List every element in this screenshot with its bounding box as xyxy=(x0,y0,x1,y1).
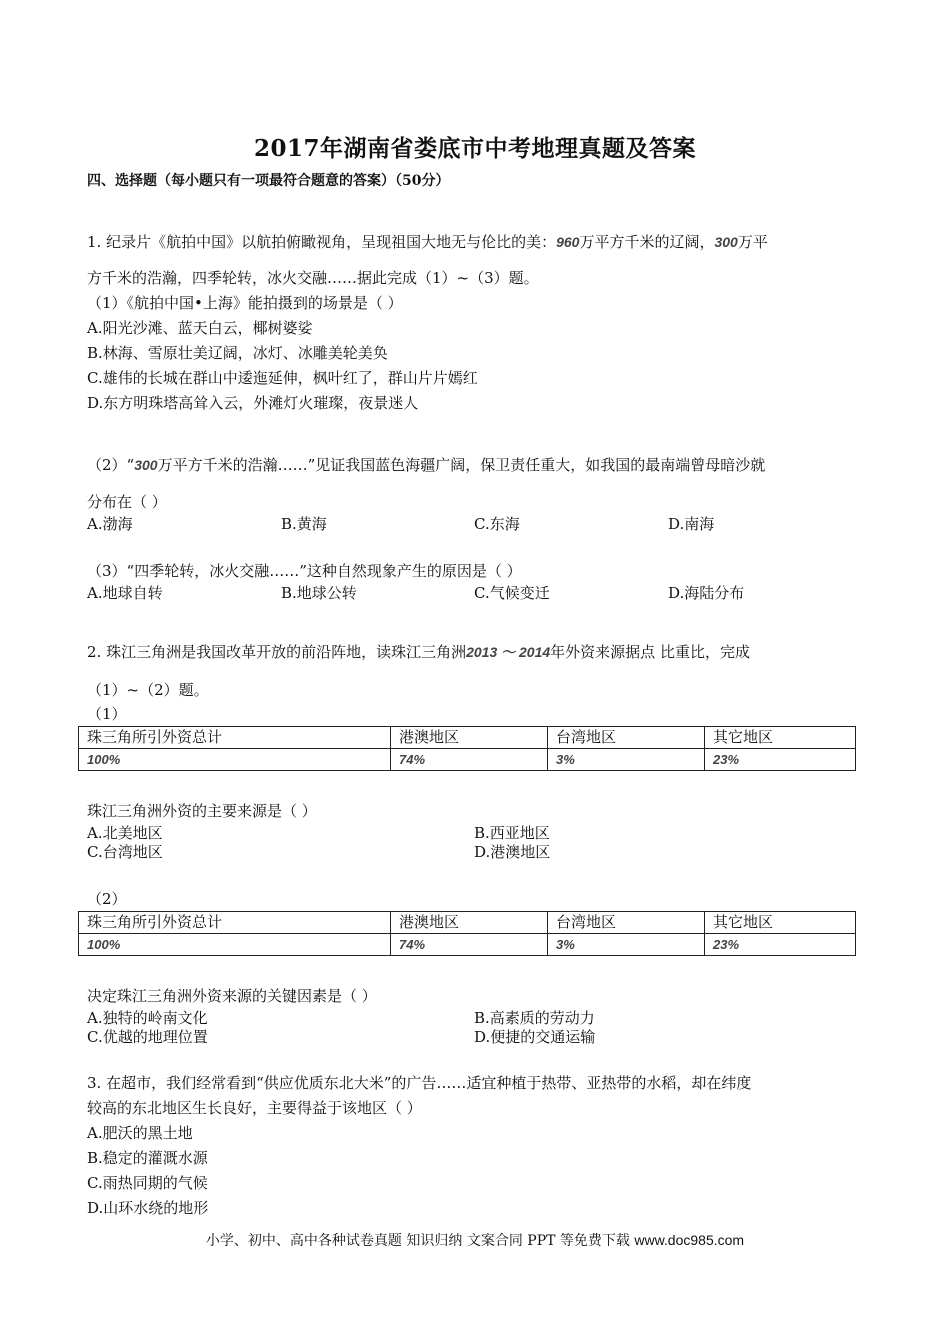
table-cell: 3% xyxy=(548,934,705,956)
table-row xyxy=(79,934,856,956)
table-header-cell: 其它地区 xyxy=(705,727,856,749)
q2-s2-option-c: C.优越的地理位置 xyxy=(87,1028,208,1046)
q1-s3-option-a: A.地球自转 xyxy=(87,584,163,602)
q1-s1-stem: （1）《航拍中国•上海》能拍摄到的场景是（ ） xyxy=(87,294,403,312)
table-cell: 23% xyxy=(705,749,856,771)
q2-years: 2013 ～ 2014 xyxy=(466,644,551,660)
q1-intro-line2: 方千米的浩瀚，四季轮转，冰火交融……据此完成（1）~（3）题。 xyxy=(87,269,539,287)
q1-s1-option-c: C.雄伟的长城在群山中逶迤延伸，枫叶红了，群山片片嫣红 xyxy=(87,369,478,387)
table-header-cell: 港澳地区 xyxy=(391,727,548,749)
q2-s2-stem: 决定珠江三角洲外资来源的关键因素是（ ） xyxy=(87,987,377,1005)
q1-s2-option-a: A.渤海 xyxy=(87,515,133,533)
q2-s1-option-c: C.台湾地区 xyxy=(87,843,163,861)
page-footer xyxy=(0,1230,950,1250)
q1-s1-option-b: B.林海、雪原壮美辽阔，冰灯、冰雕美轮美奂 xyxy=(87,344,388,362)
q2-table-1 xyxy=(78,726,856,771)
q2-s1-option-d: D.港澳地区 xyxy=(474,843,551,861)
q3-option-a: A.肥沃的黑土地 xyxy=(87,1124,193,1142)
table-header-cell: 港澳地区 xyxy=(391,912,548,934)
q2-s2-option-b: B.高素质的劳动力 xyxy=(474,1009,595,1027)
table-header-cell: 珠三角所引外资总计 xyxy=(79,912,391,934)
table-cell: 3% xyxy=(548,749,705,771)
table-cell: 74% xyxy=(391,934,548,956)
q1-s3-option-b: B.地球公转 xyxy=(281,584,357,602)
footer-text: 小学、初中、高中各种试卷真题 知识归纳 文案合同 PPT 等免费下载 xyxy=(205,1233,635,1249)
q1-sea-number: 300 xyxy=(714,234,738,250)
q1-s2-option-d: D.南海 xyxy=(668,515,715,533)
table-header-row xyxy=(79,912,856,934)
q2-intro-line1 xyxy=(87,642,750,662)
q1-s1-option-d: D.东方明珠塔高耸入云，外滩灯火璀璨，夜景迷人 xyxy=(87,394,419,412)
q2-s1-stem: 珠江三角洲外资的主要来源是（ ） xyxy=(87,802,317,820)
table-header-cell: 台湾地区 xyxy=(548,912,705,934)
q2-s2-option-d: D.便捷的交通运输 xyxy=(474,1028,596,1046)
q3-option-d: D.山环水绕的地形 xyxy=(87,1199,209,1217)
section-heading: 四、选择题（每小题只有一项最符合题意的答案）（50分） xyxy=(87,173,450,189)
q1-s3-option-d: D.海陆分布 xyxy=(668,584,745,602)
q1-s3-stem: （3）“四季轮转，冰火交融……”这种自然现象产生的原因是（ ） xyxy=(87,562,522,580)
q1-s2-stem-line2: 分布在（ ） xyxy=(87,493,167,511)
q2-s1-label: （1） xyxy=(87,705,127,723)
table-cell: 100% xyxy=(79,934,391,956)
table-cell: 74% xyxy=(391,749,548,771)
q1-s2-stem-a: （2）“ xyxy=(87,456,135,474)
q1-intro-c: 万平 xyxy=(737,233,768,251)
footer-url[interactable]: www.doc985.com xyxy=(634,1232,745,1248)
q1-s2-stem-line1 xyxy=(87,455,765,475)
q2-intro-a: 2. 珠江三角洲是我国改革开放的前沿阵地，读珠江三角洲 xyxy=(87,643,467,661)
q3-option-b: B.稳定的灌溉水源 xyxy=(87,1149,208,1167)
q1-intro-a: 1. 纪录片《航拍中国》以航拍俯瞰视角，呈现祖国大地无与伦比的美： xyxy=(87,233,557,251)
page-title: 2017年湖南省娄底市中考地理真题及答案 xyxy=(253,135,696,162)
q1-s2-stem-b: 万平方千米的浩瀚……”见证我国蓝色海疆广阔，保卫责任重大，如我国的最南端曾母暗沙就 xyxy=(157,456,766,474)
q1-s2-option-c: C.东海 xyxy=(474,515,520,533)
table-row xyxy=(79,749,856,771)
table-header-cell: 其它地区 xyxy=(705,912,856,934)
q1-s1-option-a: A.阳光沙滩、蓝天白云，椰树婆娑 xyxy=(87,319,313,337)
q2-s1-option-b: B.西亚地区 xyxy=(474,824,550,842)
table-cell: 100% xyxy=(79,749,391,771)
table-header-cell: 台湾地区 xyxy=(548,727,705,749)
q1-intro-line1 xyxy=(87,232,768,252)
q2-intro-line2: （1）~（2）题。 xyxy=(87,681,209,699)
q1-s2-option-b: B.黄海 xyxy=(281,515,327,533)
q1-s2-number: 300 xyxy=(134,457,158,473)
q3-stem-line1: 3. 在超市，我们经常看到“供应优质东北大米”的广告……适宜种植于热带、亚热带的水稻，却在纬度 xyxy=(87,1074,752,1092)
q2-s2-label: （2） xyxy=(87,890,127,908)
table-cell: 23% xyxy=(705,934,856,956)
q2-intro-b: 年外资来源据点 比重比，完成 xyxy=(550,643,750,661)
table-header-row xyxy=(79,727,856,749)
q3-option-c: C.雨热同期的气候 xyxy=(87,1174,208,1192)
q1-intro-b: 万平方千米的辽阔， xyxy=(579,233,715,251)
q3-stem-line2: 较高的东北地区生长良好，主要得益于该地区（ ） xyxy=(87,1099,422,1117)
q1-s3-option-c: C.气候变迁 xyxy=(474,584,550,602)
q2-s2-option-a: A.独特的岭南文化 xyxy=(87,1009,208,1027)
q1-area-number: 960 xyxy=(556,234,580,250)
table-header-cell: 珠三角所引外资总计 xyxy=(79,727,391,749)
q2-table-2 xyxy=(78,911,856,956)
q2-s1-option-a: A.北美地区 xyxy=(87,824,163,842)
